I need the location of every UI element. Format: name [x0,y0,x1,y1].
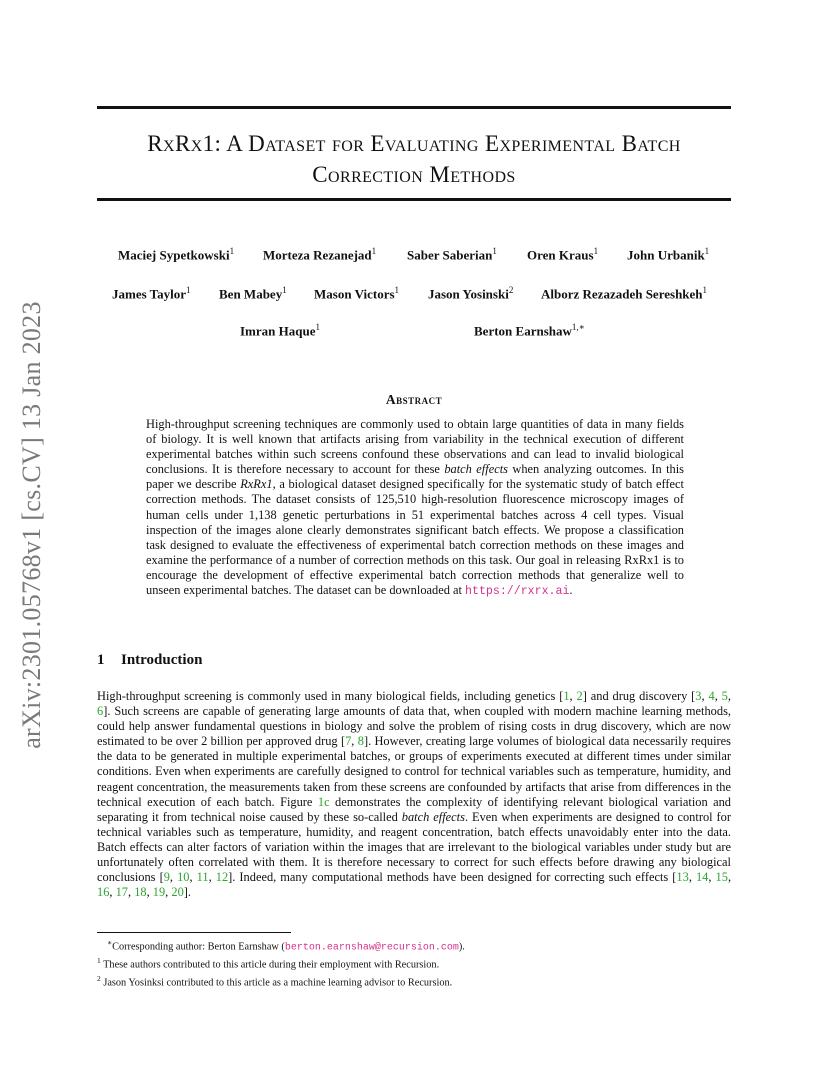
author: Mason Victors$^1$ [314,285,400,302]
dataset-url-link[interactable]: https://rxrx.ai [465,585,570,599]
arxiv-identifier-stamp [4,290,60,760]
title-line-1: RxRx1: A Dataset for Evaluating Experimental Batch [147,131,681,156]
citation-link[interactable]: 3 [695,689,702,703]
section-heading-introduction [97,652,202,669]
author: Alborz Rezazadeh Sereshkeh$^1$ [541,285,708,302]
author: Imran Haque$^1$ [240,322,320,339]
footnotes [97,936,731,989]
author: Morteza Rezanejad$^1$ [263,246,377,263]
section-title: Introduction [121,652,203,668]
citation-link[interactable]: 1 [563,689,570,703]
abstract-emphasis: batch effects [444,462,508,477]
author: Jason Yosinski$^2$ [428,285,514,302]
citation-link[interactable]: 10 [177,870,190,885]
citation-link[interactable]: 9 [163,870,170,885]
intro-emphasis: batch effects [401,809,465,824]
abstract-body: High-throughput screening techniques are commonly used to obtain large quantities of data in many fields of biology. It is well known that artifacts arising from variability in the technical execution of different experimental batches within such screens confound these observations and can lead to invalid biological conclusions. It is therefore necessary to account for these batch effects when analyzing outcomes. In this paper we describe RxRx1, a biological dataset designed specifically for the systematic study of batch effect correction methods. The dataset consists of 125,510 high-resolution fluorescence microscopy images of human cells under 1,138 genetic perturbations in 51 experimental batches across 4 cell types. Visual inspection of the images alone clearly demonstrates significant batch effects. We propose a classification task designed to evaluate the effectiveness of experimental batch correction methods on these images and examine the performance of a number of correction methods on this task. Our goal in releasing RxRx1 is to encourage the development of effective experimental batch correction methods that generalize well to unseen experimental batches. The dataset can be downloaded at https://rxrx.ai. [146,417,684,599]
footnote-corresponding-author: ∗Corresponding author: Berton Earnshaw (berton.earnshaw@recursion.com). [107,938,465,954]
citation-link[interactable]: 20 [171,885,184,900]
author: Maciej Sypetkowski$^1$ [118,246,235,263]
arxiv-identifier-text: arXiv:2301.05768v1 [cs.CV] 13 Jan 2023 [17,301,47,749]
citation-link[interactable]: 13 [676,870,689,885]
abstract-emphasis: RxRx1 [240,477,273,492]
author: John Urbanik$^1$ [627,246,710,263]
title-rule-bottom [97,198,731,201]
email-link[interactable]: berton.earnshaw@recursion.com [284,942,459,954]
citation-link[interactable]: 17 [115,885,128,900]
citation-link[interactable]: 15 [715,870,728,885]
citation-link[interactable]: 5 [721,689,728,703]
footnote-1: $^1$ These authors contributed to this article during their employment with Recursion. [97,956,440,971]
title-line-2: Correction Methods [312,162,516,187]
citation-link[interactable]: 19 [152,885,166,900]
citation-link[interactable]: 11 [196,870,209,885]
citation-link[interactable]: 16 [97,885,110,900]
footnote-2: $^2$ Jason Yosinksi contributed to this article as a machine learning advisor to Recursion. [97,973,453,989]
citation-link[interactable]: 18 [134,885,147,900]
citation-link[interactable]: 7 [345,734,352,749]
author: Oren Kraus$^1$ [527,246,599,263]
author: Saber Saberian$^1$ [407,246,497,263]
footnote-rule [97,932,291,933]
abstract-heading: Abstract [385,392,443,407]
citation-link[interactable]: 4 [708,689,715,703]
figure-reference-link[interactable]: 1c [317,794,330,809]
citation-link[interactable]: 8 [357,734,364,749]
citation-link[interactable]: 14 [695,870,709,885]
author: Ben Mabey$^1$ [219,285,287,302]
section-number: 1 [97,652,105,668]
introduction-paragraph: High-throughput screening is commonly used in many biological fields, including genetics [1, 2] and drug discovery [3, 4, 5, 6]. Such screens are capable of generating large amounts of data that, when coupled with modern machine learning methods, could help answer fundamental questions in biology and solve the problem of rising costs in drug discovery, which are now estimated to be over 2 billion per approved drug [7, 8]. However, creating large volumes of biological data necessarily requires the data to be generated in multiple experimental batches, or groups of experiments executed at different times under similar conditions. Even when experiments are carefully designed to control for technical variables such as temperature, humidity, and reagent concentration, the measurements taken from these screens are confounded by artifacts that arise from differences in the technical execution of each batch. Figure 1c demonstrates the complexity of identifying relevant biological variation and separating it from technical noise caused by these so-called batch effects. Even when experiments are designed to control for technical variables such as temperature, humidity, and reagent concentration, batch effects unavoidably enter into the data. Batch effects can alter factors of variation within the images that are irrelevant to the biological variables under study but are unfortunately often correlated with them. It is therefore necessary to correct for such effects before drawing any biological conclusions [9, 10, 11, 12]. Indeed, many computational methods have been designed for correcting such effects [13, 14, 15, 16, 17, 18, 19, 20]. [97,689,732,900]
title-rule-top [97,106,731,109]
citation-link[interactable]: 6 [97,704,104,719]
citation-link[interactable]: 2 [576,689,583,703]
author: James Taylor$^1$ [112,285,191,302]
paper-title [97,128,731,190]
citation-link[interactable]: 12 [215,870,229,885]
author: Berton Earnshaw$^{1,∗}$ [474,322,585,339]
